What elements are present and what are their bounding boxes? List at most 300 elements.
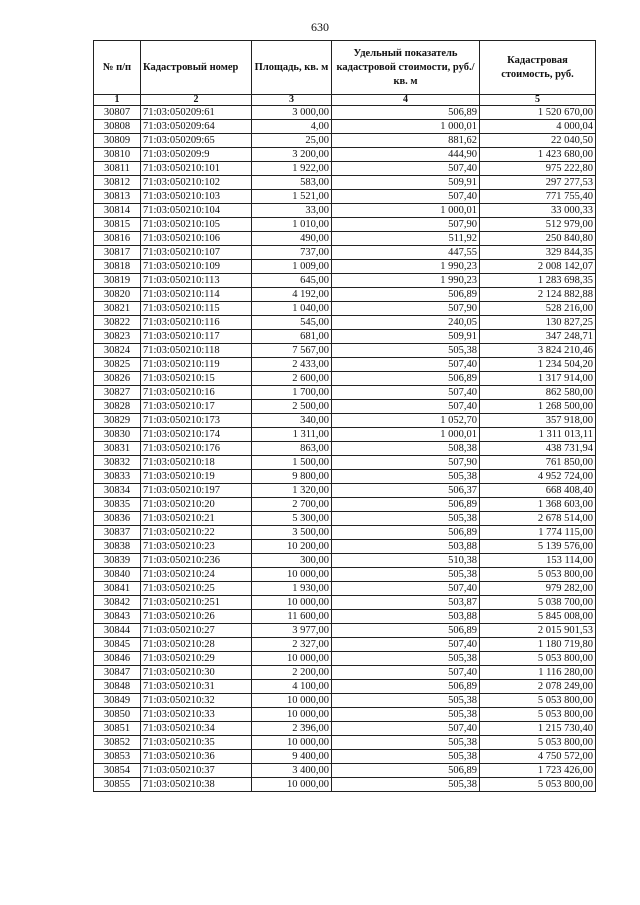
cadastral-value-cell: 4 952 724,00 <box>480 470 596 484</box>
cadastral-value-cell: 357 918,00 <box>480 414 596 428</box>
unit-value-cell: 503,88 <box>332 610 480 624</box>
cadastral-value-cell: 22 040,50 <box>480 134 596 148</box>
table-row <box>94 456 596 470</box>
area-cell: 2 600,00 <box>252 372 332 386</box>
row-number-cell: 30825 <box>94 358 141 372</box>
cadastral-number-cell: 71:03:050210:105 <box>141 218 252 232</box>
cadastral-number-cell: 71:03:050210:104 <box>141 204 252 218</box>
cadastral-number-cell: 71:03:050210:251 <box>141 596 252 610</box>
table-row <box>94 610 596 624</box>
unit-value-cell: 505,38 <box>332 694 480 708</box>
cadastral-number-cell: 71:03:050210:16 <box>141 386 252 400</box>
unit-value-cell: 505,38 <box>332 778 480 792</box>
row-number-cell: 30822 <box>94 316 141 330</box>
cadastral-number-cell: 71:03:050210:23 <box>141 540 252 554</box>
area-cell: 1 311,00 <box>252 428 332 442</box>
unit-value-cell: 505,38 <box>332 652 480 666</box>
area-cell: 10 000,00 <box>252 568 332 582</box>
cadastral-number-cell: 71:03:050210:32 <box>141 694 252 708</box>
area-cell: 1 700,00 <box>252 386 332 400</box>
cadastral-number-cell: 71:03:050210:197 <box>141 484 252 498</box>
area-cell: 10 000,00 <box>252 778 332 792</box>
area-cell: 3 200,00 <box>252 148 332 162</box>
cadastral-value-cell: 438 731,94 <box>480 442 596 456</box>
table-row <box>94 652 596 666</box>
cadastral-value-cell: 4 000,04 <box>480 120 596 134</box>
cadastral-value-cell: 130 827,25 <box>480 316 596 330</box>
row-number-cell: 30847 <box>94 666 141 680</box>
table-row <box>94 316 596 330</box>
table-row <box>94 162 596 176</box>
table-row <box>94 330 596 344</box>
table-row <box>94 204 596 218</box>
cadastral-number-cell: 71:03:050210:20 <box>141 498 252 512</box>
cadastral-number-cell: 71:03:050210:19 <box>141 470 252 484</box>
area-cell: 2 327,00 <box>252 638 332 652</box>
row-number-cell: 30841 <box>94 582 141 596</box>
unit-value-cell: 506,89 <box>332 288 480 302</box>
table-row <box>94 428 596 442</box>
table-row <box>94 470 596 484</box>
unit-value-cell: 1 052,70 <box>332 414 480 428</box>
unit-value-cell: 509,91 <box>332 330 480 344</box>
cadastral-value-cell: 5 053 800,00 <box>480 652 596 666</box>
unit-value-cell: 507,40 <box>332 162 480 176</box>
column-number-row <box>94 95 596 106</box>
cadastral-value-cell: 862 580,00 <box>480 386 596 400</box>
area-cell: 1 010,00 <box>252 218 332 232</box>
cadastral-value-cell: 1 368 603,00 <box>480 498 596 512</box>
cadastral-number-cell: 71:03:050210:25 <box>141 582 252 596</box>
row-number-cell: 30855 <box>94 778 141 792</box>
cadastral-number-cell: 71:03:050210:22 <box>141 526 252 540</box>
unit-value-cell: 505,38 <box>332 512 480 526</box>
cadastral-number-cell: 71:03:050210:34 <box>141 722 252 736</box>
unit-value-cell: 506,37 <box>332 484 480 498</box>
row-number-cell: 30834 <box>94 484 141 498</box>
row-number-cell: 30818 <box>94 260 141 274</box>
cadastral-value-cell: 5 053 800,00 <box>480 568 596 582</box>
area-cell: 1 922,00 <box>252 162 332 176</box>
area-cell: 5 300,00 <box>252 512 332 526</box>
table-row <box>94 778 596 792</box>
unit-value-cell: 507,40 <box>332 638 480 652</box>
column-number: 3 <box>252 95 332 106</box>
cadastral-number-cell: 71:03:050210:37 <box>141 764 252 778</box>
table-row <box>94 288 596 302</box>
table-row <box>94 722 596 736</box>
cadastral-value-cell: 5 053 800,00 <box>480 694 596 708</box>
cadastral-value-cell: 668 408,40 <box>480 484 596 498</box>
row-number-cell: 30819 <box>94 274 141 288</box>
cadastral-number-cell: 71:03:050210:29 <box>141 652 252 666</box>
table-row <box>94 372 596 386</box>
table-row <box>94 750 596 764</box>
cadastral-number-cell: 71:03:050210:35 <box>141 736 252 750</box>
cadastral-number-cell: 71:03:050210:236 <box>141 554 252 568</box>
row-number-cell: 30843 <box>94 610 141 624</box>
cadastral-number-cell: 71:03:050209:61 <box>141 106 252 120</box>
area-cell: 737,00 <box>252 246 332 260</box>
row-number-cell: 30823 <box>94 330 141 344</box>
header-cadastral-number: Кадастровый номер <box>141 41 252 95</box>
table-row <box>94 498 596 512</box>
table-row <box>94 358 596 372</box>
cadastral-value-cell: 1 215 730,40 <box>480 722 596 736</box>
table-row <box>94 176 596 190</box>
unit-value-cell: 1 990,23 <box>332 260 480 274</box>
table-row <box>94 386 596 400</box>
table-row <box>94 582 596 596</box>
area-cell: 33,00 <box>252 204 332 218</box>
table-row <box>94 554 596 568</box>
area-cell: 300,00 <box>252 554 332 568</box>
row-number-cell: 30826 <box>94 372 141 386</box>
area-cell: 10 000,00 <box>252 652 332 666</box>
row-number-cell: 30828 <box>94 400 141 414</box>
cadastral-value-cell: 1 774 115,00 <box>480 526 596 540</box>
unit-value-cell: 447,55 <box>332 246 480 260</box>
unit-value-cell: 506,89 <box>332 680 480 694</box>
column-number: 2 <box>141 95 252 106</box>
row-number-cell: 30835 <box>94 498 141 512</box>
row-number-cell: 30827 <box>94 386 141 400</box>
row-number-cell: 30809 <box>94 134 141 148</box>
cadastral-value-cell: 250 840,80 <box>480 232 596 246</box>
cadastral-value-cell: 1 317 914,00 <box>480 372 596 386</box>
cadastral-number-cell: 71:03:050210:115 <box>141 302 252 316</box>
area-cell: 645,00 <box>252 274 332 288</box>
area-cell: 681,00 <box>252 330 332 344</box>
area-cell: 2 200,00 <box>252 666 332 680</box>
cadastral-number-cell: 71:03:050210:28 <box>141 638 252 652</box>
cadastral-number-cell: 71:03:050210:119 <box>141 358 252 372</box>
unit-value-cell: 1 000,01 <box>332 428 480 442</box>
unit-value-cell: 507,40 <box>332 582 480 596</box>
row-number-cell: 30848 <box>94 680 141 694</box>
cadastral-number-cell: 71:03:050210:31 <box>141 680 252 694</box>
cadastral-number-cell: 71:03:050210:38 <box>141 778 252 792</box>
table-row <box>94 694 596 708</box>
table-row <box>94 638 596 652</box>
row-number-cell: 30850 <box>94 708 141 722</box>
cadastral-number-cell: 71:03:050210:113 <box>141 274 252 288</box>
table-row <box>94 120 596 134</box>
row-number-cell: 30820 <box>94 288 141 302</box>
row-number-cell: 30837 <box>94 526 141 540</box>
cadastral-value-cell: 5 053 800,00 <box>480 778 596 792</box>
cadastral-number-cell: 71:03:050210:173 <box>141 414 252 428</box>
table-row <box>94 596 596 610</box>
cadastral-value-cell: 512 979,00 <box>480 218 596 232</box>
table-row <box>94 708 596 722</box>
cadastral-value-cell: 1 116 280,00 <box>480 666 596 680</box>
row-number-cell: 30824 <box>94 344 141 358</box>
cadastral-number-cell: 71:03:050210:117 <box>141 330 252 344</box>
unit-value-cell: 881,62 <box>332 134 480 148</box>
cadastral-value-cell: 2 124 882,88 <box>480 288 596 302</box>
table-row <box>94 764 596 778</box>
row-number-cell: 30832 <box>94 456 141 470</box>
unit-value-cell: 503,87 <box>332 596 480 610</box>
row-number-cell: 30840 <box>94 568 141 582</box>
area-cell: 863,00 <box>252 442 332 456</box>
cadastral-value-cell: 3 824 210,46 <box>480 344 596 358</box>
row-number-cell: 30821 <box>94 302 141 316</box>
cadastral-number-cell: 71:03:050210:116 <box>141 316 252 330</box>
area-cell: 4,00 <box>252 120 332 134</box>
unit-value-cell: 505,38 <box>332 344 480 358</box>
table-row <box>94 540 596 554</box>
cadastral-value-cell: 1 268 500,00 <box>480 400 596 414</box>
unit-value-cell: 507,40 <box>332 190 480 204</box>
unit-value-cell: 510,38 <box>332 554 480 568</box>
area-cell: 1 930,00 <box>252 582 332 596</box>
area-cell: 25,00 <box>252 134 332 148</box>
cadastral-value-cell: 5 845 008,00 <box>480 610 596 624</box>
row-number-cell: 30813 <box>94 190 141 204</box>
cadastral-value-cell: 975 222,80 <box>480 162 596 176</box>
cadastral-number-cell: 71:03:050210:106 <box>141 232 252 246</box>
row-number-cell: 30816 <box>94 232 141 246</box>
area-cell: 4 100,00 <box>252 680 332 694</box>
unit-value-cell: 505,38 <box>332 750 480 764</box>
area-cell: 2 500,00 <box>252 400 332 414</box>
table-row <box>94 414 596 428</box>
cadastral-value-cell: 2 678 514,00 <box>480 512 596 526</box>
row-number-cell: 30844 <box>94 624 141 638</box>
cadastral-number-cell: 71:03:050210:30 <box>141 666 252 680</box>
cadastral-number-cell: 71:03:050210:33 <box>141 708 252 722</box>
cadastral-value-cell: 1 723 426,00 <box>480 764 596 778</box>
row-number-cell: 30807 <box>94 106 141 120</box>
area-cell: 3 400,00 <box>252 764 332 778</box>
cadastral-number-cell: 71:03:050209:65 <box>141 134 252 148</box>
cadastral-value-cell: 2 008 142,07 <box>480 260 596 274</box>
row-number-cell: 30829 <box>94 414 141 428</box>
unit-value-cell: 507,40 <box>332 400 480 414</box>
unit-value-cell: 507,40 <box>332 386 480 400</box>
table-row <box>94 134 596 148</box>
cadastral-value-cell: 5 038 700,00 <box>480 596 596 610</box>
row-number-cell: 30852 <box>94 736 141 750</box>
area-cell: 340,00 <box>252 414 332 428</box>
cadastral-value-cell: 1 283 698,35 <box>480 274 596 288</box>
cadastral-value-cell: 5 139 576,00 <box>480 540 596 554</box>
area-cell: 1 320,00 <box>252 484 332 498</box>
area-cell: 2 433,00 <box>252 358 332 372</box>
cadastral-value-cell: 2 078 249,00 <box>480 680 596 694</box>
cadastral-value-cell: 1 423 680,00 <box>480 148 596 162</box>
cadastral-number-cell: 71:03:050210:24 <box>141 568 252 582</box>
header-unit-value: Удельный показатель кадастровой стоимости, руб./кв. м <box>332 41 480 95</box>
table-row <box>94 400 596 414</box>
row-number-cell: 30833 <box>94 470 141 484</box>
cadastral-number-cell: 71:03:050210:118 <box>141 344 252 358</box>
unit-value-cell: 505,38 <box>332 736 480 750</box>
cadastral-value-cell: 761 850,00 <box>480 456 596 470</box>
unit-value-cell: 509,91 <box>332 176 480 190</box>
table-row <box>94 484 596 498</box>
cadastral-value-table <box>93 40 596 792</box>
row-number-cell: 30810 <box>94 148 141 162</box>
row-number-cell: 30815 <box>94 218 141 232</box>
area-cell: 1 009,00 <box>252 260 332 274</box>
area-cell: 3 500,00 <box>252 526 332 540</box>
cadastral-number-cell: 71:03:050210:176 <box>141 442 252 456</box>
row-number-cell: 30831 <box>94 442 141 456</box>
table-body <box>94 106 596 792</box>
unit-value-cell: 507,40 <box>332 722 480 736</box>
table-row <box>94 344 596 358</box>
row-number-cell: 30808 <box>94 120 141 134</box>
cadastral-number-cell: 71:03:050210:102 <box>141 176 252 190</box>
cadastral-value-cell: 1 234 504,20 <box>480 358 596 372</box>
unit-value-cell: 444,90 <box>332 148 480 162</box>
unit-value-cell: 507,40 <box>332 358 480 372</box>
area-cell: 2 700,00 <box>252 498 332 512</box>
area-cell: 545,00 <box>252 316 332 330</box>
cadastral-number-cell: 71:03:050210:103 <box>141 190 252 204</box>
area-cell: 1 040,00 <box>252 302 332 316</box>
table-row <box>94 568 596 582</box>
row-number-cell: 30842 <box>94 596 141 610</box>
unit-value-cell: 505,38 <box>332 470 480 484</box>
row-number-cell: 30830 <box>94 428 141 442</box>
cadastral-value-cell: 5 053 800,00 <box>480 736 596 750</box>
table-row <box>94 512 596 526</box>
cadastral-value-cell: 297 277,53 <box>480 176 596 190</box>
unit-value-cell: 505,38 <box>332 568 480 582</box>
table-row <box>94 736 596 750</box>
area-cell: 10 200,00 <box>252 540 332 554</box>
area-cell: 1 521,00 <box>252 190 332 204</box>
area-cell: 490,00 <box>252 232 332 246</box>
area-cell: 2 396,00 <box>252 722 332 736</box>
unit-value-cell: 506,89 <box>332 764 480 778</box>
unit-value-cell: 508,38 <box>332 442 480 456</box>
cadastral-value-cell: 2 015 901,53 <box>480 624 596 638</box>
cadastral-value-cell: 528 216,00 <box>480 302 596 316</box>
table-row <box>94 106 596 120</box>
table-row <box>94 190 596 204</box>
unit-value-cell: 1 990,23 <box>332 274 480 288</box>
unit-value-cell: 506,89 <box>332 498 480 512</box>
unit-value-cell: 507,90 <box>332 302 480 316</box>
column-number: 5 <box>480 95 596 106</box>
cadastral-value-cell: 33 000,33 <box>480 204 596 218</box>
row-number-cell: 30845 <box>94 638 141 652</box>
unit-value-cell: 240,05 <box>332 316 480 330</box>
area-cell: 9 800,00 <box>252 470 332 484</box>
cadastral-number-cell: 71:03:050210:107 <box>141 246 252 260</box>
table-row <box>94 624 596 638</box>
table-row <box>94 232 596 246</box>
row-number-cell: 30853 <box>94 750 141 764</box>
area-cell: 7 567,00 <box>252 344 332 358</box>
cadastral-number-cell: 71:03:050209:64 <box>141 120 252 134</box>
unit-value-cell: 506,89 <box>332 526 480 540</box>
table-row <box>94 302 596 316</box>
row-number-cell: 30854 <box>94 764 141 778</box>
table-row <box>94 680 596 694</box>
cadastral-number-cell: 71:03:050210:114 <box>141 288 252 302</box>
row-number-cell: 30846 <box>94 652 141 666</box>
unit-value-cell: 507,90 <box>332 218 480 232</box>
row-number-cell: 30849 <box>94 694 141 708</box>
unit-value-cell: 505,38 <box>332 708 480 722</box>
unit-value-cell: 511,92 <box>332 232 480 246</box>
cadastral-value-cell: 771 755,40 <box>480 190 596 204</box>
cadastral-value-cell: 347 248,71 <box>480 330 596 344</box>
row-number-cell: 30811 <box>94 162 141 176</box>
unit-value-cell: 506,89 <box>332 372 480 386</box>
cadastral-value-cell: 4 750 572,00 <box>480 750 596 764</box>
cadastral-value-cell: 329 844,35 <box>480 246 596 260</box>
header-area: Площадь, кв. м <box>252 41 332 95</box>
page-number: 630 <box>311 20 329 34</box>
cadastral-value-cell: 1 311 013,11 <box>480 428 596 442</box>
cadastral-number-cell: 71:03:050210:17 <box>141 400 252 414</box>
area-cell: 10 000,00 <box>252 708 332 722</box>
area-cell: 9 400,00 <box>252 750 332 764</box>
row-number-cell: 30836 <box>94 512 141 526</box>
cadastral-number-cell: 71:03:050210:21 <box>141 512 252 526</box>
unit-value-cell: 507,40 <box>332 666 480 680</box>
column-number: 4 <box>332 95 480 106</box>
cadastral-value-cell: 979 282,00 <box>480 582 596 596</box>
unit-value-cell: 1 000,01 <box>332 204 480 218</box>
row-number-cell: 30812 <box>94 176 141 190</box>
unit-value-cell: 506,89 <box>332 106 480 120</box>
row-number-cell: 30851 <box>94 722 141 736</box>
cadastral-number-cell: 71:03:050210:18 <box>141 456 252 470</box>
area-cell: 583,00 <box>252 176 332 190</box>
row-number-cell: 30838 <box>94 540 141 554</box>
cadastral-value-cell: 1 180 719,80 <box>480 638 596 652</box>
cadastral-number-cell: 71:03:050210:109 <box>141 260 252 274</box>
table-row <box>94 666 596 680</box>
area-cell: 10 000,00 <box>252 596 332 610</box>
table-row <box>94 526 596 540</box>
row-number-cell: 30817 <box>94 246 141 260</box>
area-cell: 1 500,00 <box>252 456 332 470</box>
table-row <box>94 148 596 162</box>
area-cell: 10 000,00 <box>252 736 332 750</box>
table-row <box>94 218 596 232</box>
area-cell: 11 600,00 <box>252 610 332 624</box>
cadastral-number-cell: 71:03:050210:26 <box>141 610 252 624</box>
table-row <box>94 274 596 288</box>
column-number: 1 <box>94 95 141 106</box>
cadastral-number-cell: 71:03:050210:36 <box>141 750 252 764</box>
area-cell: 4 192,00 <box>252 288 332 302</box>
cadastral-number-cell: 71:03:050210:15 <box>141 372 252 386</box>
header-cadastral-value: Кадастровая стоимость, руб. <box>480 41 596 95</box>
table-row <box>94 442 596 456</box>
row-number-cell: 30814 <box>94 204 141 218</box>
unit-value-cell: 506,89 <box>332 624 480 638</box>
cadastral-number-cell: 71:03:050209:9 <box>141 148 252 162</box>
table-row <box>94 246 596 260</box>
unit-value-cell: 1 000,01 <box>332 120 480 134</box>
cadastral-value-cell: 5 053 800,00 <box>480 708 596 722</box>
cadastral-number-cell: 71:03:050210:174 <box>141 428 252 442</box>
row-number-cell: 30839 <box>94 554 141 568</box>
unit-value-cell: 507,90 <box>332 456 480 470</box>
cadastral-value-cell: 153 114,00 <box>480 554 596 568</box>
table-row <box>94 260 596 274</box>
